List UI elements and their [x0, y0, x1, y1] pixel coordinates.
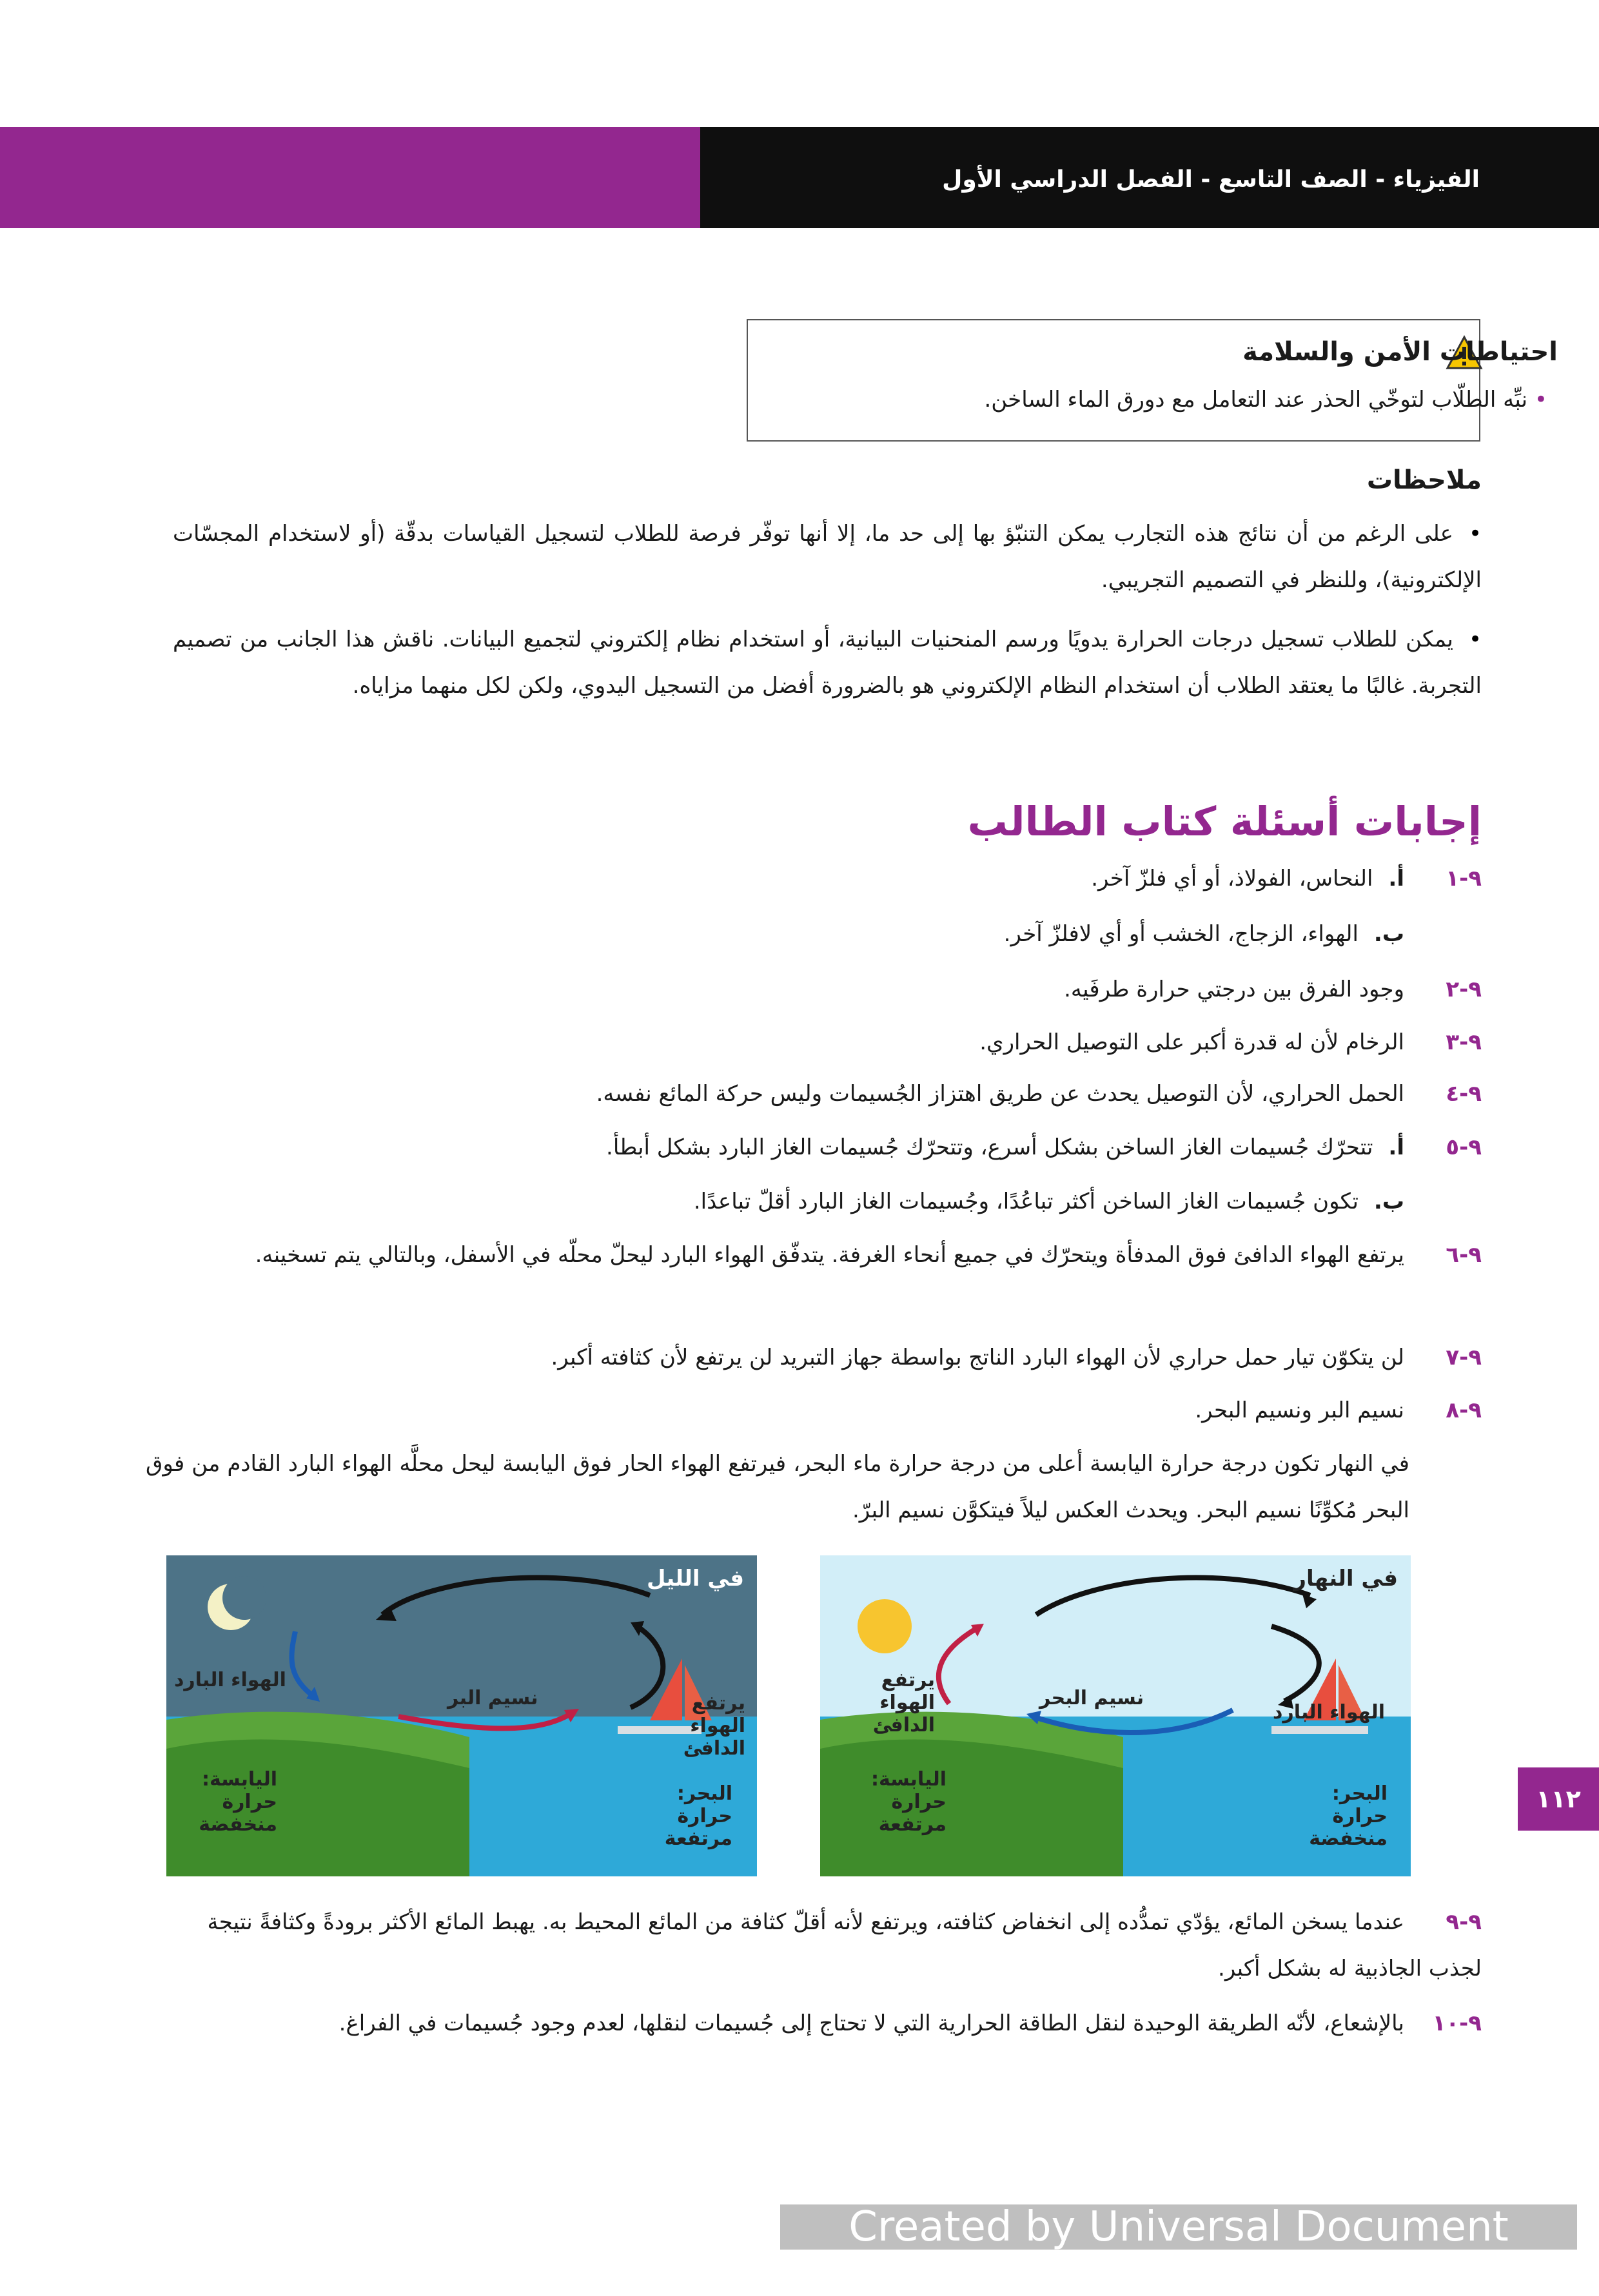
answer-row-3: ٩-٣الرخام لأن له قدرة أكبر على التوصيل الحراري. [979, 1029, 1482, 1055]
answer-row-8: ٩-٨نسيم البر ونسيم البحر. [1195, 1397, 1482, 1423]
day-diagram [820, 1555, 1411, 1876]
night-breeze-label: نسيم البر [447, 1687, 538, 1709]
night-rising-label: يرتفع الهواء الدافئ [683, 1692, 745, 1760]
night-diagram [166, 1555, 757, 1876]
day-rising-label: يرتفع الهواء الدافئ [872, 1669, 935, 1737]
header-accent-bar [0, 127, 700, 228]
night-cold-label: الهواء البارد [174, 1669, 286, 1691]
answer-8-explanation: في النهار تكون درجة حرارة اليابسة أعلى من درجة حرارة ماء البحر، فيرتفع الهواء الحار فوق اليابسة ليحل محلَّه الهواء البارد القادم من فوق البحر مُكوِّنًا نسيم البحر. ويحدث العكس ليلاً فيتكوَّن نسيم البرّ. [146, 1451, 1409, 1523]
answer-row-9: ٩-٩عندما يسخن المائع، يؤدّي تمدُّده إلى انخفاض كثافته، ويرتفع لأنه أقلّ كثافة من المائع المحيط به. يهبط المائع الأكثر برودةً وكثافةً نتيجة لجذب الجاذبية له بشكل أكبر. [207, 1909, 1482, 1981]
night-sea-label: البحر: حرارة مرتفعة [664, 1782, 732, 1850]
converter-watermark: Created by Universal Document Converter [780, 2204, 1577, 2250]
answer-row-10: ٩-١٠بالإشعاع، لأنّه الطريقة الوحيدة لنقل الطاقة الحرارية التي لا تحتاج إلى جُسيمات لنقلها، لعدم وجود جُسيمات في الفراغ. [338, 2010, 1482, 2036]
day-title: في النهار [1293, 1566, 1398, 1591]
day-land-label: اليابسة: حرارة مرتفعة [870, 1768, 947, 1836]
day-sea-label: البحر: حرارة منخفضة [1309, 1782, 1388, 1850]
note-item: •على الرغم من أن نتائج هذه التجارب يمكن التنبّؤ بها إلى حد ما، إلا أنها توفّر فرصة للطلاب لتسجيل القياسات بدقّة (أو لاستخدام المجسّات الإلكترونية)، وللنظر في التصميم التجريبي. [173, 511, 1482, 603]
answer-row-4: ٩-٤الحمل الحراري، لأن التوصيل يحدث عن طريق اهتزاز الجُسيمات وليس حركة المائع نفسه. [596, 1081, 1482, 1107]
answer-1b: ب.الهواء، الزجاج، الخشب أو أي لافلزّ آخر. [1003, 921, 1404, 947]
answer-row-1: ٩-١أ.النحاس، الفولاذ، أو أي فلزّ آخر. [1091, 866, 1482, 891]
night-land-label: اليابسة: حرارة منخفضة [199, 1768, 277, 1836]
page-number: ١١٢ [1518, 1767, 1599, 1831]
bullet-icon: • [1527, 387, 1547, 413]
safety-title: احتياطات الأمن والسلامة [1242, 337, 1558, 367]
answer-row-2: ٩-٢وجود الفرق بين درجتي حرارة طرفَيه. [1064, 977, 1482, 1002]
note-item: •يمكن للطلاب تسجيل درجات الحرارة يدويًا ورسم المنحنيات البيانية، أو استخدام نظام إلكتروني لتجميع البيانات. ناقش هذا الجانب من تصميم التجربة. غالبًا ما يعتقد الطلاب أن استخدام النظام الإلكتروني هو بالضرورة أفضل من التسجيل اليدوي، ولكن لكل منهما مزاياه. [173, 616, 1482, 709]
day-cold-label: الهواء البارد [1273, 1701, 1385, 1724]
safety-item: • نبِّه الطلّاب لتوخّي الحذر عند التعامل مع دورق الماء الساخن. [984, 387, 1547, 413]
bullet-icon: • [1468, 627, 1482, 652]
night-title: في الليل [646, 1566, 744, 1591]
answer-row-7: ٩-٧لن يتكوّن تيار حمل حراري لأن الهواء البارد الناتج بواسطة جهاز التبريد لن يرتفع لأن كثافته أكبر. [551, 1345, 1482, 1370]
notes-title: ملاحظات [1366, 465, 1482, 495]
answer-5b: ب.تكون جُسيمات الغاز الساخن أكثر تباعُدًا، وجُسيمات الغاز البارد أقلّ تباعدًا. [693, 1189, 1404, 1214]
answers-title: إجابات أسئلة كتاب الطالب [967, 798, 1482, 845]
bullet-icon: • [1468, 521, 1482, 547]
header-title: الفيزياء - الصف التاسع - الفصل الدراسي الأول [942, 166, 1480, 193]
answer-row-6: ٩-٦يرتفع الهواء الدافئ فوق المدفأة ويتحرّك في جميع أنحاء الغرفة. يتدفّق الهواء البارد ليحلّ محلّه في الأسفل، وبالتالي يتم تسخينه. [255, 1242, 1482, 1268]
answer-row-5: ٩-٥أ.تتحرّك جُسيمات الغاز الساخن بشكل أسرع، وتتحرّك جُسيمات الغاز البارد بشكل أبطأ. [606, 1134, 1482, 1160]
day-breeze-label: نسيم البحر [1039, 1687, 1144, 1709]
